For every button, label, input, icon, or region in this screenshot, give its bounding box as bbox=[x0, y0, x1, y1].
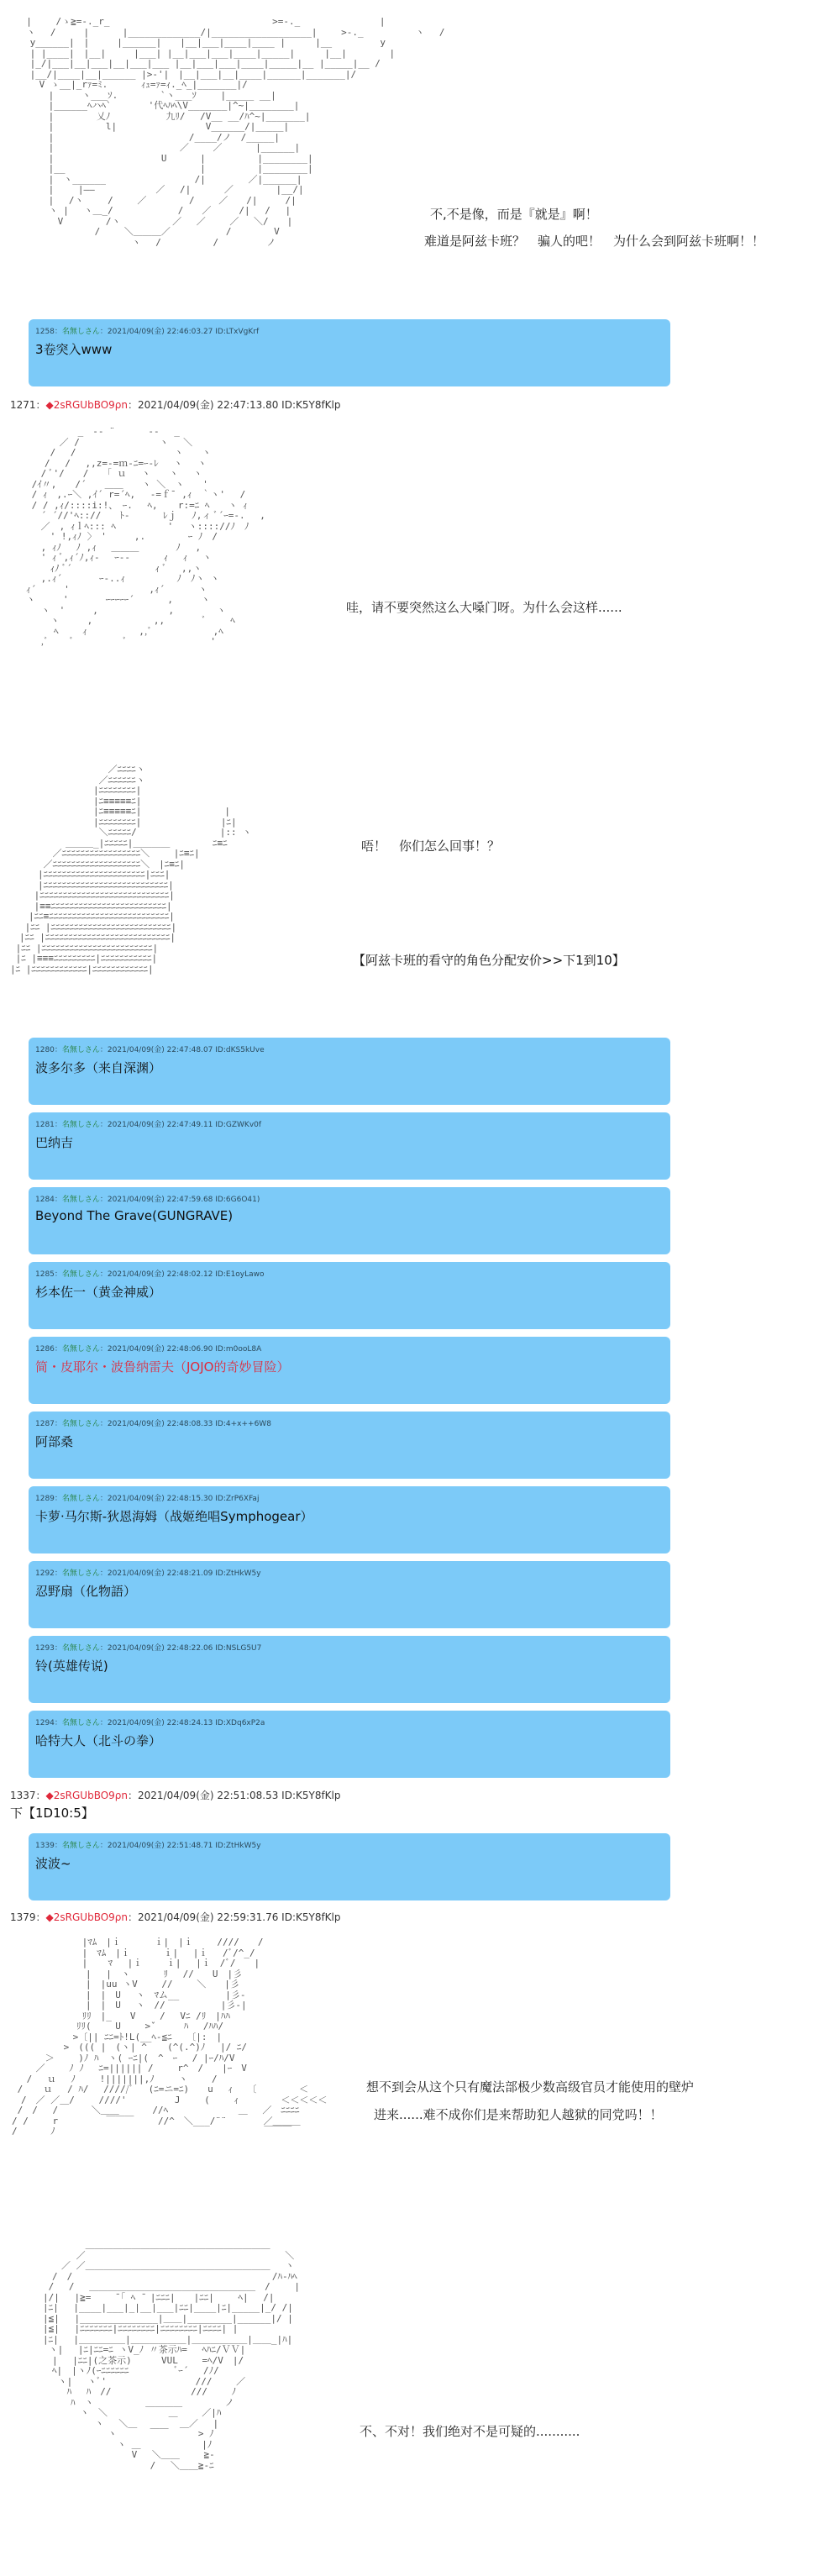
post-header: 1337：◆2sRGUbBO9ρn：2021/04/09(金) 22:51:08.53 ID:K5Y8fKlp bbox=[10, 1790, 341, 1801]
post-header: 1379：◆2sRGUbBO9ρn：2021/04/09(金) 22:59:31.76 ID:K5Y8fKlp bbox=[10, 1911, 341, 1923]
reply-header: 1294：名無しさん：2021/04/09(金) 22:48:24.13 ID:XDq6xP2a bbox=[35, 1719, 265, 1727]
reply-post bbox=[29, 1337, 670, 1404]
reply-header: 1258：名無しさん：2021/04/09(金) 22:46:03.27 ID:LTxVgKrf bbox=[35, 328, 260, 336]
ascii-art-character-2: _ -‐ ¨￣￣￣ ‐- _ ／ / ヽ ＼ / / ヽ ヽ / / ,,z=‐=ｍ-ﾆ=ｰ-ﾚ ヽ ヽ / ﾞ'/ / 「 ｕ ヽ ヽ ヽ /ｲ〃, /´ ＿＿ ヽ ＼ ヽ ' / ｨ ,.ｰ＼ ,ｲ´ r=´ﾍ, -=ｆ¯ ,ｨ ｀ヽ' / / / ,ｨ/::::i:!、 ｰ. ﾍ, r:=ﾆ ﾍ ヽ ｨ ´ ´//'ﾍ::// ﾄ- ﾚｊ ﾉ,ィ ﾞ´ｰ=-. , ／ , ｨｌﾍ::: ﾍ ' ヽ:::://ﾉ ﾉ ' !,ｨﾉ 〉 ' ,. ｰ ﾉ / , ｨﾉ ﾉ ,ｨ ＿＿＿ ﾉ , ' ｨ ﾞ,ｨ´ﾉ,ｨ- ｰ-- ｨ ｨ ヽ ｨﾉ ﾞ´ ｨ ﾞ ,,ヽ ,.ｨ´ ｰ-..ｨ ﾉ ﾉヽ ヽ ｨ´ ' ,ｨ´ ヽ ヽ ' ｰｰｰｰｰ´ , ヽ ヽ ' , , ヽ ヽ , ,, ﾞ ﾍ ﾍ ｨ ,,ﾞ ,ﾍ ,ﾞ ﾞ ﾞ ' bbox=[25, 427, 265, 647]
reply-header: 1289：名無しさん：2021/04/09(金) 22:48:15.30 ID:ZrP6XFaj bbox=[35, 1495, 260, 1503]
reply-text: 忍野扇（化物語） bbox=[35, 1584, 137, 1599]
reply-text: 铃(英雄传说) bbox=[35, 1659, 108, 1674]
reply-post bbox=[29, 1833, 670, 1900]
reply-post bbox=[29, 1112, 670, 1180]
post-header: 1271：◆2sRGUbBO9ρn：2021/04/09(金) 22:47:13.80 ID:K5Y8fKlp bbox=[10, 399, 341, 411]
dice-result: 下【1D10:5】 bbox=[10, 1806, 94, 1821]
reply-post bbox=[29, 319, 670, 386]
reply-header: 1339：名無しさん：2021/04/09(金) 22:51:48.71 ID:ZtHkW5y bbox=[35, 1842, 261, 1850]
dialog-line: 进来......难不成你们是来帮助犯人越狱的同党吗！！ bbox=[374, 2107, 663, 2122]
reply-text: 3卷突入www bbox=[35, 342, 113, 357]
reply-text: 哈特大人（北斗の拳） bbox=[35, 1733, 162, 1748]
reply-header: 1287：名無しさん：2021/04/09(金) 22:48:08.33 ID:4+x++6W8 bbox=[35, 1420, 271, 1428]
reply-header: 1281：名無しさん：2021/04/09(金) 22:47:49.11 ID:GZWKv0f bbox=[35, 1121, 262, 1129]
dialog-line: 不、不对！我们绝对不是可疑的........... bbox=[360, 2424, 580, 2439]
reply-post bbox=[29, 1636, 670, 1703]
dialog-line: 哇，请不要突然这么大嗓门呀。为什么会这样...... bbox=[346, 600, 622, 615]
reply-post bbox=[29, 1711, 670, 1778]
dialog-line: 想不到会从这个只有魔法部极少数高级官员才能使用的壁炉 bbox=[366, 2079, 695, 2095]
reply-text: 阿部桑 bbox=[35, 1434, 74, 1449]
ascii-art-character-5: ＿＿＿＿＿＿＿＿＿＿＿＿＿＿＿＿＿＿＿＿ ／ ＼ ／ ／＿＿＿＿＿＿＿＿＿＿＿＿＿＿＿＿＿＿＿＿ ヽ / / /ﾊ-ﾊﾍ / / ＿＿＿＿＿＿＿＿＿＿＿＿＿＿＿＿＿＿ / | |/| |≧= ̄ ｢ ﾍ ̄ |ﾆﾆﾆ| |ﾆﾆ| ﾍ| /| |ﾆ| |____|___|_|__|___|ﾆﾆ|____|ﾆ|_____|_/ /| |≦| |______________|＿＿|________|______|/ | |≦| |ﾆﾆﾆﾆﾆﾆﾆ|ﾆﾆﾆﾆﾆﾆﾆﾆ|ﾆﾆﾆﾆﾆﾆﾆﾆ|ﾆﾆﾆﾆ| | |ﾆ| |＿＿＿＿＿|＿＿＿＿＿＿|＿＿＿＿＿＿|＿＿_|ﾊ| ヽ| |ﾆ|ﾆﾆ=ﾆ ヽV_ﾉ 〃茶示ﾊ= ﾍﾊﾆ/ＶＶ| | |ﾆﾆ|(之茶示) VUL =ﾍ/V |/ ﾍ| |ヽﾉ(ｰﾆﾆﾆﾆﾆﾆ ﾞｰ´ /ﾉ/ ヽ| ヽﾞ' /// ／ ﾊ ﾊ // /// ﾉ ﾊ ヽ ＿＿＿＿ ノ ヽ ＼ ＿ ／|ﾊ ヽ ＼＿ ＿／ | ヽ ￣￣ > ﾉ ヽ ＿ |ﾉ V ＼＿＿ ≧- / ＼＿＿≧-ﾆ bbox=[42, 2240, 300, 2471]
reply-text: 波波~ bbox=[35, 1856, 71, 1871]
reply-text: 简・皮耶尔・波鲁纳雷夫（JOJO的奇妙冒险） bbox=[35, 1359, 290, 1375]
reply-text: 巴纳吉 bbox=[35, 1135, 74, 1150]
reply-post bbox=[29, 1412, 670, 1479]
reply-post bbox=[29, 1262, 670, 1329]
reply-post bbox=[29, 1187, 670, 1254]
reply-header: 1292：名無しさん：2021/04/09(金) 22:48:21.09 ID:ZtHkW5y bbox=[35, 1569, 261, 1578]
reply-header: 1293：名無しさん：2021/04/09(金) 22:48:22.06 ID:NSLG5U7 bbox=[35, 1644, 262, 1653]
vote-instruction: 【阿兹卡班的看守的角色分配安价>>下1到10】 bbox=[353, 953, 625, 968]
tripcode: ◆2sRGUbBO9ρn bbox=[45, 1911, 129, 1923]
reply-text: 卡萝·马尔斯-狄恩海姆（战姬绝唱Symphogear） bbox=[35, 1509, 313, 1524]
reply-text: 杉本佐一（黄金神威） bbox=[35, 1285, 162, 1300]
reply-text: Beyond The Grave(GUNGRAVE) bbox=[35, 1208, 234, 1223]
tripcode: ◆2sRGUbBO9ρn bbox=[45, 1790, 129, 1801]
tripcode: ◆2sRGUbBO9ρn bbox=[45, 399, 129, 411]
reply-text: 波多尔多（来自深渊） bbox=[35, 1060, 162, 1075]
ascii-art-character-4: |ﾏﾑ |ｉ ｉ| |ｉ //// / | ﾏﾑ |ｉ ｉ| |ｉ /ﾞ/^_/ | ﾏ |ｉ ｉ| |ｉ /ﾞ/ | | | ヽ ﾘ // U |彡 | |uu ヽV // ＼ |彡 | | U ヽ ﾏム__ |彡- | | U ヽ // |彡-| ﾘﾘ |_ V / Vﾆ /ﾘ |ﾊﾊ ﾘﾘ( U >ˇ ﾊ /ﾊﾊ/ >〔|| ﾆﾆ=ﾄ!L(__ﾍ-≦ﾆ 〔|: | > ((( | (ヽ| ^ (^(.^)ﾉ |/ ﾆ/ ＞ )ﾉ ﾊ ヽ( ｰﾆ|( ^ ｰ / |ｰ/ﾊ/V ／ ﾉ ﾉ ﾆ=|||||| / r^ / |ｰ V / ｕ ﾉ !|||||||,ﾉ ヽ / / ｕ / ﾊ/ /////ﾞ (ﾆ=ニ=ﾆ) u ｨ 〔 ＜ / ／ ／＿/ ////' J ( ｨ ＜＜＜＜＜ / / / ＼＿＿ //ﾍ ＿ ／ ﾆﾆﾆﾆ / / r ￣￣￣ //^ ＼___/¨¨ ／＿＿＿ / ﾉ ￣￣￣ bbox=[12, 1937, 328, 2137]
dialog-line: 难道是阿兹卡班？ 骗人的吧！ 为什么会到阿兹卡班啊！！ bbox=[424, 234, 765, 249]
reply-post bbox=[29, 1561, 670, 1628]
ascii-art-character-3: ／ﾆﾆﾆﾆヽ ／ﾆﾆﾆﾆﾆﾆヽ |ﾆﾆﾆﾆﾆﾆﾆﾆ| |ﾆ≡≡≡≡≡ﾆ| |ﾆ≡≡≡≡≡ﾆ| | |ﾆﾆﾆﾆﾆﾆﾆﾆ| |ﾆ| ＼ﾆﾆﾆﾆﾆ/ |:: ヽ ＿＿＿_|ﾆﾆﾆﾆﾆ|＿＿＿＿ ﾆ≡ﾆ ／ﾆﾆﾆﾆﾆﾆﾆﾆﾆﾆﾆﾆﾆﾆﾆﾆﾆ＼ |ﾆ≡ﾆ| ／ﾆﾆﾆﾆﾆﾆﾆﾆﾆﾆﾆﾆﾆﾆﾆﾆﾆﾆﾆ＼ |ﾆ≡ﾆ| |ﾆﾆﾆﾆﾆﾆﾆﾆﾆﾆﾆﾆﾆﾆﾆﾆﾆﾆﾆﾆﾆﾆ|ﾆﾆﾆ| |ﾆﾆﾆﾆﾆﾆﾆﾆﾆﾆﾆﾆﾆﾆﾆﾆﾆﾆﾆﾆﾆﾆﾆﾆﾆﾆﾆ| |ﾆﾆﾆﾆﾆﾆﾆﾆﾆﾆﾆﾆﾆﾆﾆﾆﾆﾆﾆﾆﾆﾆﾆﾆﾆﾆﾆﾆ| |≡≡ﾆﾆﾆﾆﾆﾆﾆﾆﾆﾆﾆﾆﾆﾆﾆﾆﾆﾆﾆﾆﾆﾆﾆﾆﾆ| |ﾆﾆ≡ﾆﾆﾆﾆﾆﾆﾆﾆﾆﾆﾆﾆﾆﾆﾆﾆﾆﾆﾆﾆﾆﾆﾆﾆﾆﾆ| |ﾆﾆ |ﾆﾆﾆﾆﾆﾆﾆﾆﾆﾆﾆﾆﾆﾆﾆﾆﾆﾆﾆﾆﾆﾆﾆﾆﾆﾆ| |ﾆﾆ |ﾆﾆﾆﾆﾆﾆﾆﾆﾆﾆﾆﾆﾆﾆﾆﾆﾆﾆﾆﾆﾆﾆﾆﾆﾆﾆﾆ| |ﾆﾆ |ﾆﾆﾆﾆﾆﾆﾆﾆﾆﾆﾆﾆﾆﾆﾆﾆﾆﾆﾆﾆﾆﾆﾆﾆ| |ﾆ |≡≡≡ﾆﾆﾆﾆﾆﾆﾆﾆﾆ|ﾆﾆﾆﾆﾆﾆﾆﾆﾆﾆﾆ| |ﾆ |ﾆﾆﾆﾆﾆﾆﾆﾆﾆﾆﾆﾆ|ﾆﾆﾆﾆﾆﾆﾆﾆﾆﾆﾆﾆ| bbox=[10, 765, 252, 975]
reply-header: 1285：名無しさん：2021/04/09(金) 22:48:02.12 ID:E1oyLawo bbox=[35, 1270, 265, 1279]
reply-post bbox=[29, 1038, 670, 1105]
dialog-line: 不,不是像，而是『就是』啊！ bbox=[430, 207, 598, 222]
reply-header: 1280：名無しさん：2021/04/09(金) 22:47:48.07 ID:dKS5kUve bbox=[35, 1046, 265, 1054]
reply-header: 1286：名無しさん：2021/04/09(金) 22:48:06.90 ID:m0ooL8A bbox=[35, 1345, 262, 1354]
reply-header: 1284：名無しさん：2021/04/09(金) 22:47:59.68 ID:6G6O41) bbox=[35, 1196, 260, 1204]
ascii-art-character-1: | /ゝ≧=-._r_ >=-._ | ヽ / | |_____________/|__________________| >-._ ヽ / y______| | |______| |__|___|____|____ | |__ y | |____| |__| |___| |__|___|___|____|_____| |__| | |_/|___|__|___|__|___|___ |__|___|___|____|_____|__ |_____|__ / |__/|____|__|______ |>-'| |__|___|__|____|______|_______|/ V ゝ__|_rｧ=ﾐ. ｨｭ=ｧ=ｨ._ﾍ_|_______|/ | ヽ___ｿ. `ヽ___ｿ |_____ __| |______ﾍハﾍ` '代ﾍﾊﾍ\V_______|^~|________| | 乂ﾉ 九ﾘ/ /V__ __/ﾊ^~|_______| | l| V______/|_____| | /____/ノ /_____| | ／ ／ |______| | U | |________| |__ | |________| | ヽ______ /| ／|______| | |―― ／ /| ／ |__/| | /ヽ / ／ / ／ /| /| ヽ | ヽ＿_/ / ／ /| / | V /ヽ ／ ／ ／ ＼/ | / ＼＿＿＿／ / V ヽ / / ノ bbox=[26, 17, 445, 248]
reply-post bbox=[29, 1486, 670, 1553]
dialog-line: 唔！ 你们怎么回事！？ bbox=[361, 839, 501, 854]
